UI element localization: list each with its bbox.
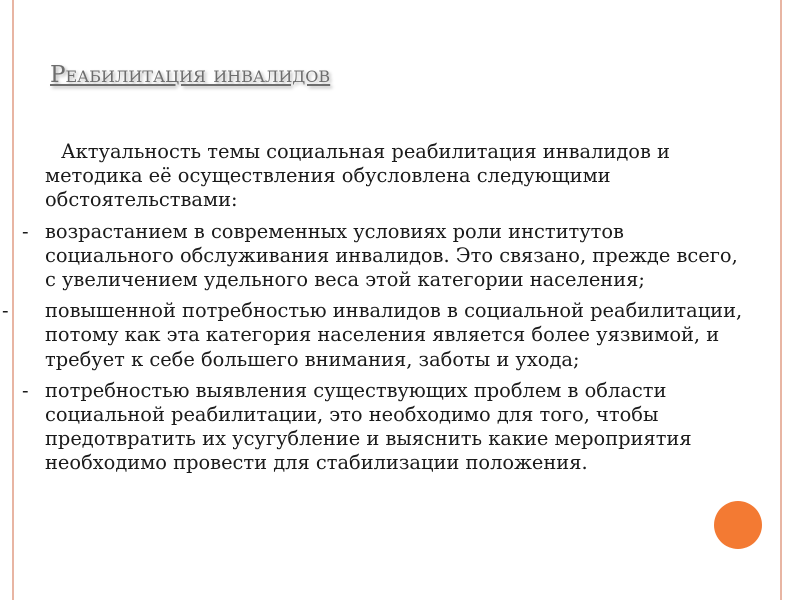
slide-body	[2, 140, 752, 483]
bullet-item	[2, 299, 752, 372]
bullet-text: потребностью выявления существующих проблем в области социальной реабилитации, это необходимо для того, чтобы предотвратить их усугубление и выяснить какие мероприятия необходимо провести для стабилизации положения.	[45, 378, 692, 475]
bullet-marker: -	[22, 219, 29, 243]
slide-title: Реабилитация инвалидов	[50, 62, 331, 88]
right-frame-line	[780, 0, 782, 600]
bullet-text: возрастанием в современных условиях роли институтов социального обслуживания инвалидов. Это связано, прежде всего, с увеличением удельного веса этой категории населения;	[45, 219, 738, 292]
bullet-text: повышенной потребностью инвалидов в социальной реабилитации, потому как эта категория населения является более уязвимой, и требует к себе большего внимания, заботы и ухода;	[45, 299, 743, 371]
bullet-item	[22, 220, 752, 293]
bullet-item	[22, 379, 752, 476]
accent-circle	[714, 501, 762, 549]
left-frame-line	[12, 0, 14, 600]
bullet-marker: -	[22, 378, 29, 402]
intro-paragraph: Актуальность темы социальная реабилитация инвалидов и методика её осуществления обусловлена следующими обстоятельствами:	[45, 140, 670, 212]
bullet-marker: -	[2, 299, 9, 323]
